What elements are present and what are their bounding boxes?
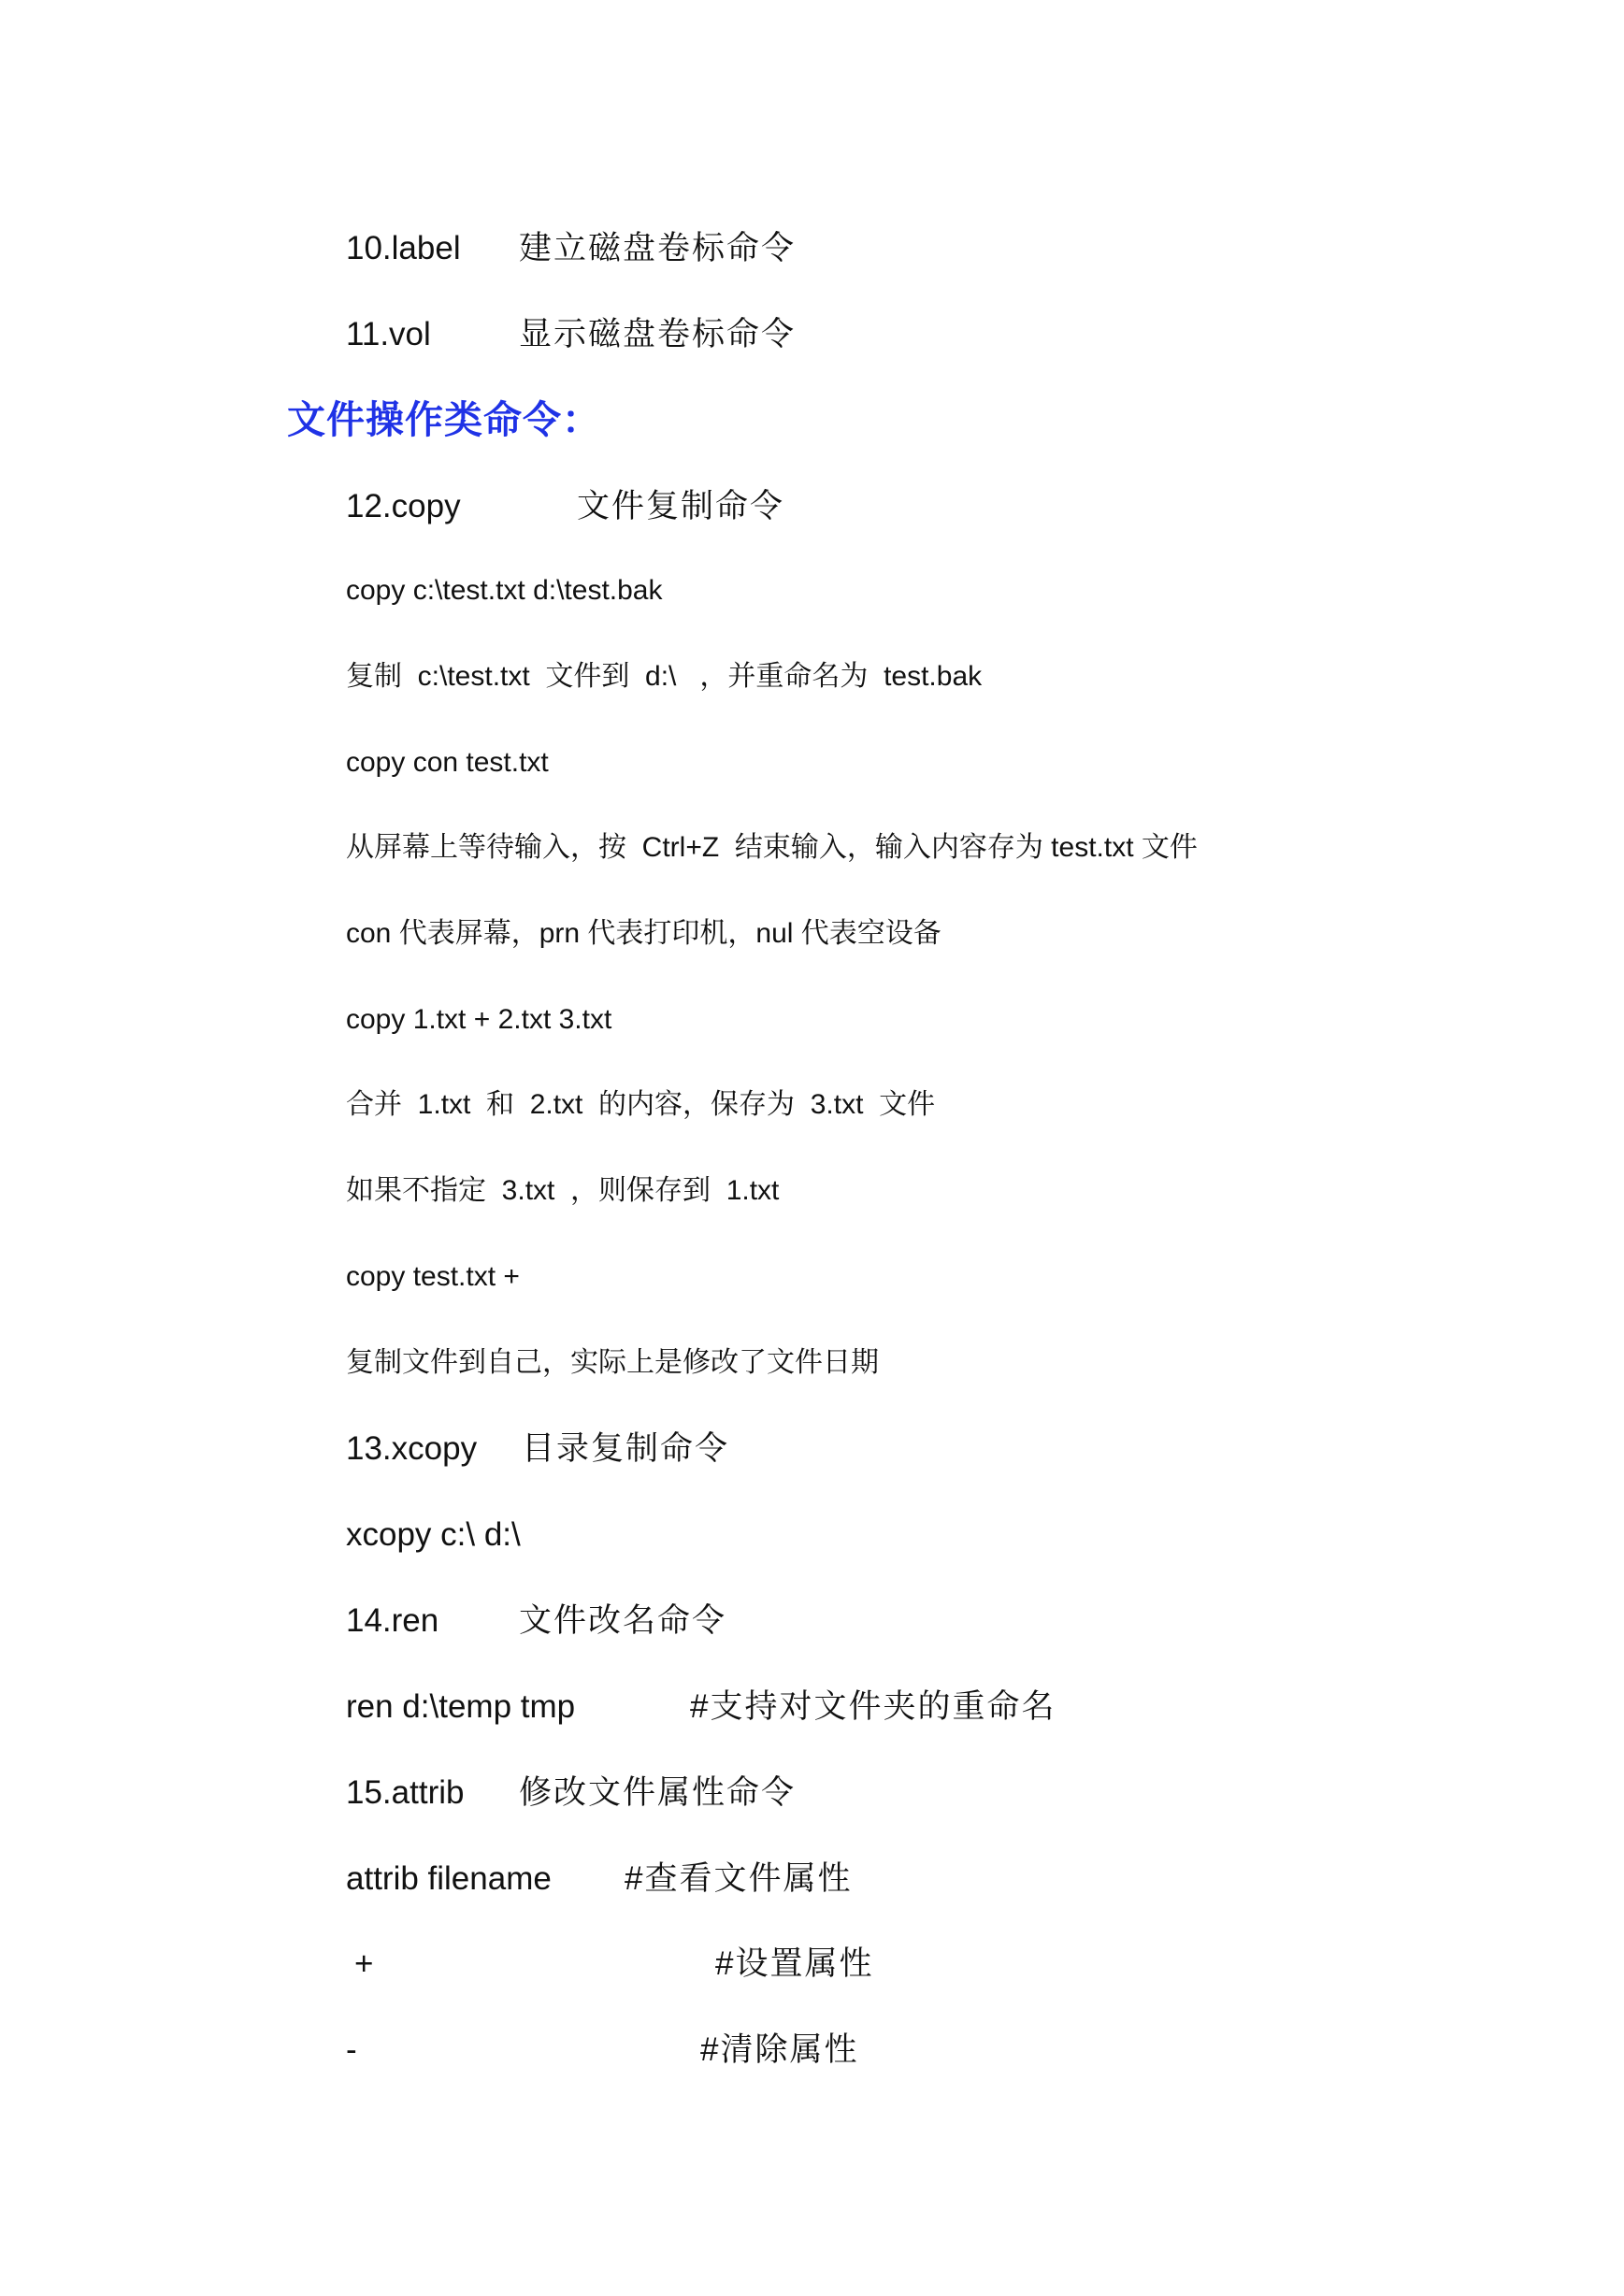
copy-description: 文件复制命令 (577, 488, 785, 524)
attrib-example: attrib filename (346, 1860, 552, 1897)
attrib-command: 15.attrib (346, 1774, 465, 1811)
attrib-example-comment: #查看文件属性 (625, 1860, 853, 1897)
copy-explanation-line: con 代表屏幕，prn 代表打印机，nul 代表空设备 (346, 918, 941, 949)
section-heading: 文件操作类命令： (287, 398, 601, 441)
copy-explanation-line: 复制 c:\test.txt 文件到 d:\ ，并重命名为 test.bak (346, 661, 983, 692)
copy-explanation-line: 从屏幕上等待输入，按 Ctrl+Z 结束输入，输入内容存为 test.txt 文件 (346, 832, 1198, 863)
ren-example: ren d:\temp tmp (346, 1688, 576, 1725)
ren-comment: #支持对文件夹的重命名 (690, 1688, 1056, 1725)
ren-command: 14.ren (346, 1602, 439, 1639)
copy-explanation-line: 合并 1.txt 和 2.txt 的内容，保存为 3.txt 文件 (346, 1089, 936, 1120)
copy-example-line: copy 1.txt + 2.txt 3.txt (346, 1004, 612, 1035)
label-command: 10.label (346, 230, 461, 266)
xcopy-description: 目录复制命令 (522, 1430, 730, 1467)
attrib-minus-option: - (346, 2031, 357, 2068)
attrib-minus-comment: #清除属性 (700, 2031, 859, 2068)
copy-command: 12.copy (346, 488, 461, 524)
vol-command: 11.vol (346, 316, 431, 352)
attrib-plus-comment: #设置属性 (715, 1945, 874, 1982)
xcopy-example: xcopy c:\ d:\ (346, 1516, 521, 1553)
copy-example-line: copy con test.txt (346, 747, 549, 778)
copy-explanation-line: 复制文件到自己，实际上是修改了文件日期 (346, 1347, 879, 1378)
vol-description: 显示磁盘卷标命令 (519, 316, 797, 352)
xcopy-command: 13.xcopy (346, 1430, 478, 1467)
attrib-plus-option: + (354, 1945, 374, 1982)
ren-description: 文件改名命令 (519, 1602, 727, 1639)
copy-example-line: copy c:\test.txt d:\test.bak (346, 575, 663, 606)
copy-example-line: copy test.txt + (346, 1261, 520, 1292)
copy-explanation-line: 如果不指定 3.txt ，则保存到 1.txt (346, 1175, 780, 1206)
label-description: 建立磁盘卷标命令 (519, 230, 797, 266)
attrib-description: 修改文件属性命令 (519, 1774, 797, 1811)
